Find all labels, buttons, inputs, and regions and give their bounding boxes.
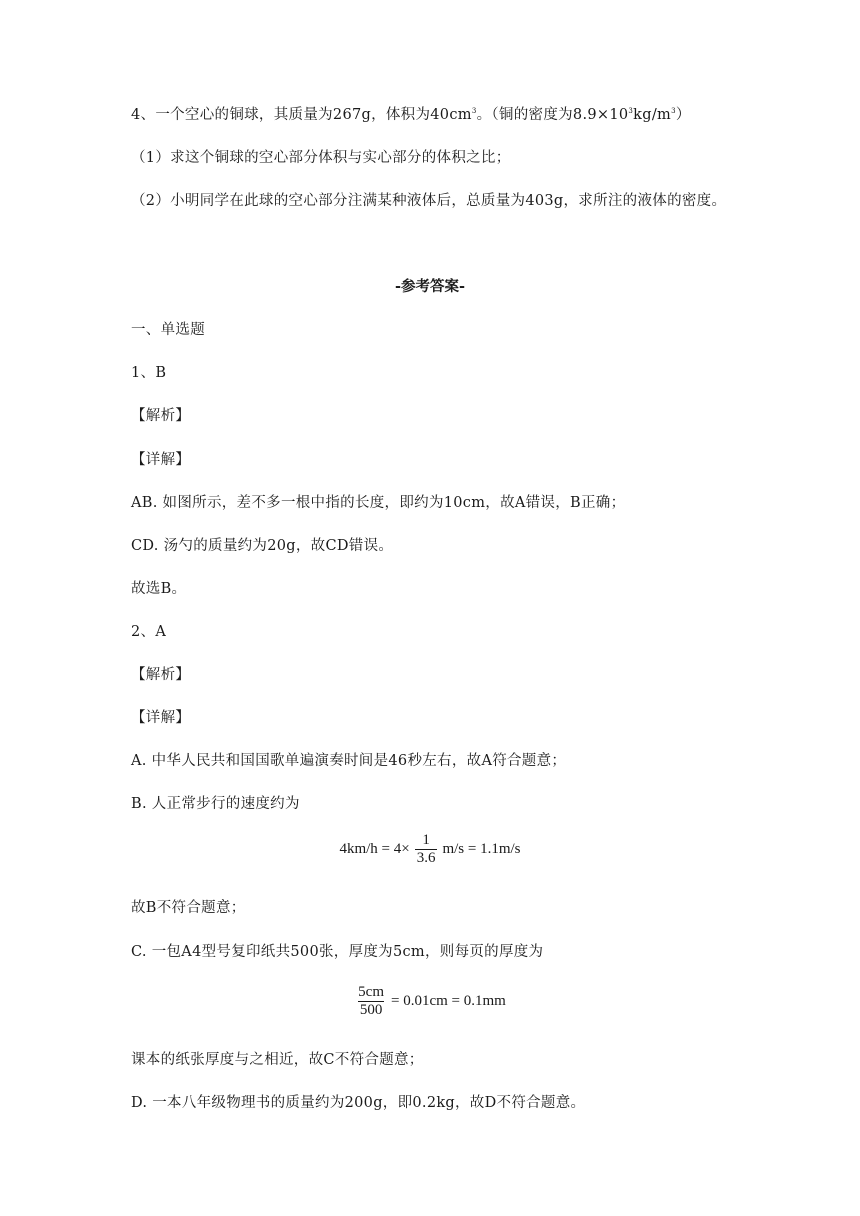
q4-sup-1: 3 — [471, 107, 477, 115]
formula-2-fraction — [356, 984, 386, 1019]
formula-walking-speed — [0, 832, 860, 867]
q4-stem-text-b: 。（铜的密度为8.9×10 — [476, 107, 629, 123]
answer-1-number: 1、B — [131, 365, 167, 381]
answer-1-analysis-label: 【解析】 — [131, 408, 191, 424]
answer-2-option-a: A. 中华人民共和国国歌单遍演奏时间是46秒左右，故A符合题意； — [131, 753, 567, 769]
question-4-sub-1: （1）求这个铜球的空心部分体积与实心部分的体积之比； — [131, 150, 511, 166]
section-heading: 一、单选题 — [131, 322, 205, 338]
answer-2-number: 2、A — [131, 624, 167, 640]
q4-stem-text-a: 4、一个空心的铜球，其质量为267g，体积为40cm — [131, 107, 472, 123]
answer-2-option-b-conclusion: 故B不符合题意； — [131, 900, 246, 916]
q4-stem-text-c: kg/m — [633, 107, 672, 123]
q4-stem-text-d: ） — [675, 107, 691, 123]
formula-1-left: 4km/h = 4× — [339, 841, 410, 857]
answer-2-option-d: D. 一本八年级物理书的质量约为200g，即0.2kg，故D不符合题意。 — [131, 1095, 586, 1111]
formula-1-denominator: 3.6 — [416, 850, 436, 866]
answer-1-line-2: CD. 汤勺的质量约为20g，故CD错误。 — [131, 538, 394, 554]
answer-1-line-1: AB. 如图所示，差不多一根中指的长度，即约为10cm，故A错误，B正确； — [131, 495, 626, 511]
answer-2-option-c-conclusion: 课本的纸张厚度与之相近，故C不符合题意； — [131, 1052, 424, 1068]
answer-2-detail-label: 【详解】 — [131, 710, 191, 726]
formula-1-right: m/s = 1.1m/s — [442, 841, 521, 857]
formula-1-fraction — [415, 832, 438, 867]
answers-title: -参考答案- — [394, 278, 466, 295]
formula-2-right: = 0.01cm = 0.1mm — [390, 993, 506, 1009]
question-4-sub-2: （2）小明同学在此球的空心部分注满某种液体后，总质量为403g，求所注的液体的密度。 — [131, 193, 727, 209]
formula-1-numerator: 1 — [422, 832, 430, 848]
answer-2-option-c: C. 一包A4型号复印纸共500张，厚度为5cm，则每页的厚度为 — [131, 944, 544, 960]
formula-paper-thickness — [0, 984, 860, 1019]
formula-2-numerator: 5cm — [358, 984, 384, 1000]
formula-2-denominator: 500 — [359, 1002, 383, 1018]
answer-1-detail-label: 【详解】 — [131, 452, 191, 468]
answer-2-option-b: B. 人正常步行的速度约为 — [131, 796, 300, 812]
question-4-stem — [131, 105, 691, 125]
q4-sup-3: 3 — [671, 107, 676, 115]
q4-sup-2: 3 — [628, 107, 634, 115]
answer-1-line-3: 故选B。 — [131, 581, 187, 597]
answer-2-analysis-label: 【解析】 — [131, 667, 191, 683]
